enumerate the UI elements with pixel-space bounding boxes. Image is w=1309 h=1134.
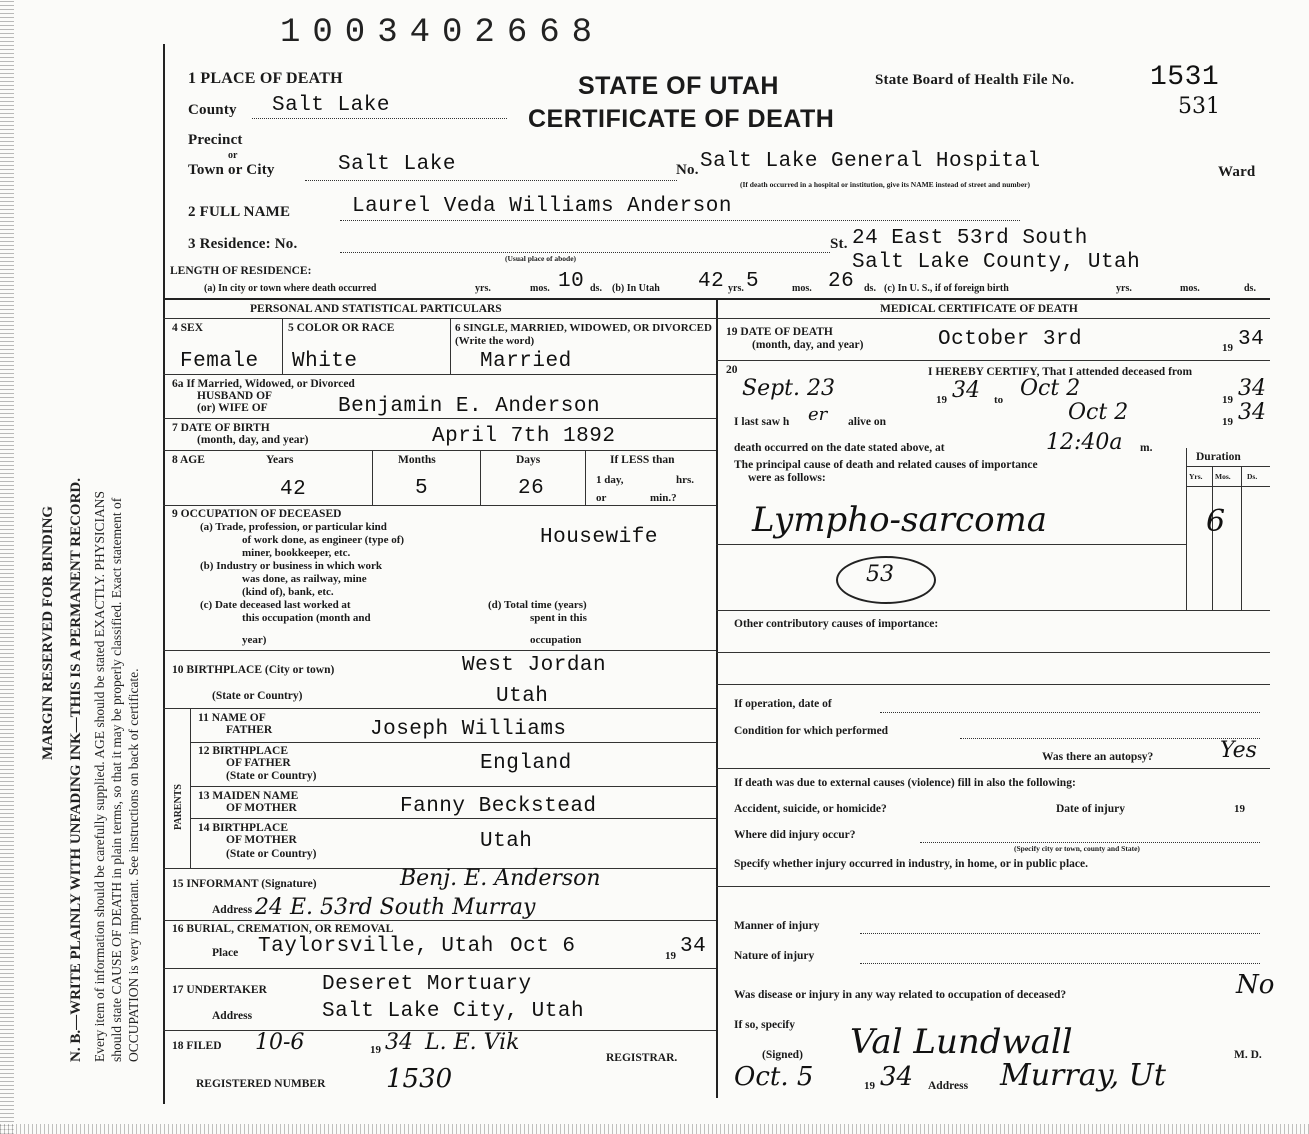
lastsaw-label-a: I last saw h <box>734 416 790 428</box>
cause-rule-1 <box>716 544 1186 545</box>
duration-sub-rule <box>1186 486 1270 487</box>
registrar-label: REGISTRAR. <box>606 1052 678 1064</box>
signature-year: 34 <box>880 1062 914 1092</box>
cause-code: 53 <box>866 562 894 587</box>
state-title: STATE OF UTAH <box>578 72 779 100</box>
file-number: 1531 <box>1150 62 1220 93</box>
occ-d3: occupation <box>530 634 582 646</box>
autopsy-rule <box>716 768 1270 769</box>
signature-address: Murray, Ut <box>1000 1058 1166 1093</box>
occ-related-label: Was disease or injury in any way related to occupation of deceased? <box>734 989 1067 1001</box>
dod-sub: (month, day, and year) <box>752 339 864 351</box>
months-divider <box>480 450 481 505</box>
margin-instruction-2: should state CAUSE OF DEATH in plain terms, so that it may be properly classified. Exact statement of <box>109 497 124 1062</box>
lastsaw-year: 34 <box>1238 400 1266 425</box>
town-line <box>305 180 677 181</box>
mbirth-label-b: OF MOTHER <box>226 834 297 846</box>
residence-city-months: 10 <box>558 270 585 293</box>
town-label: Town or City <box>188 162 275 178</box>
color-divider <box>450 318 451 374</box>
length-residence-label: LENGTH OF RESIDENCE: <box>170 265 312 277</box>
informant-signature: Benj. E. Anderson <box>400 866 601 891</box>
rule-7 <box>163 418 716 419</box>
registrar-signature: L. E. Vik <box>425 1030 520 1055</box>
county-line <box>252 118 507 119</box>
attend-from-yp: 19 <box>936 394 947 406</box>
occ-c2: this occupation (month and <box>242 612 371 624</box>
rule-12 <box>190 742 716 743</box>
attend-from: Sept. 23 <box>742 376 835 401</box>
attend-to-year: 34 <box>1238 376 1266 401</box>
other-rule-1 <box>716 652 1270 653</box>
residence-label: 3 Residence: No. <box>188 236 298 252</box>
mother-label-b: OF MOTHER <box>226 802 297 814</box>
burial-date: Oct 6 <box>510 935 576 958</box>
dod-year: 34 <box>1238 328 1265 351</box>
parents-label: PARENTS <box>173 784 184 830</box>
fbirth-label-b: OF FATHER <box>226 757 291 769</box>
undertaker-value: Deseret Mortuary <box>322 973 532 996</box>
mother-value: Fanny Beckstead <box>400 795 597 818</box>
operation-label: If operation, date of <box>734 698 832 710</box>
residence-foreign-mos: mos. <box>1180 283 1200 294</box>
street-label: St. <box>830 236 848 252</box>
filed-label: 18 FILED <box>172 1040 222 1052</box>
residence-foreign-label: (c) In U. S., if of foreign birth <box>884 283 1009 294</box>
manner-label: Manner of injury <box>734 920 820 932</box>
or-label: or <box>228 150 238 161</box>
occ-related-value: No <box>1236 970 1275 1000</box>
rule-17 <box>163 968 716 969</box>
occ-d1: (d) Total time (years) <box>488 599 587 611</box>
cause-label-b: were as follows: <box>748 472 826 484</box>
margin-ink-note: N. B.—WRITE PLAINLY WITH UNFADING INK—THIS IS A PERMANENT RECORD. <box>68 478 84 1062</box>
specify-city-note: (Specify city or town, county and State) <box>1014 844 1140 853</box>
birthplace-state: Utah <box>496 685 549 708</box>
sex-divider <box>282 318 283 374</box>
undertaker-label: 17 UNDERTAKER <box>172 984 267 996</box>
residence-foreign-yrs: yrs. <box>1116 283 1132 294</box>
physician-signature: Val Lundwall <box>850 1022 1073 1062</box>
birthplace-state-label: (State or Country) <box>212 690 303 702</box>
signature-address-label: Address <box>928 1080 969 1092</box>
residence-utah-yrs: yrs. <box>728 283 744 294</box>
residence-city-yrs: yrs. <box>475 283 491 294</box>
death-time: 12:40a <box>1046 430 1123 455</box>
residence-line <box>340 252 830 253</box>
rule-14 <box>190 818 716 819</box>
duration-left-rule <box>1186 448 1187 610</box>
residence-city-label: (a) In city or town where death occurred <box>204 283 377 294</box>
occ-c3: year) <box>242 634 267 646</box>
residence-city-mos: mos. <box>530 283 550 294</box>
informant-label: 15 INFORMANT (Signature) <box>172 878 317 890</box>
hospital-note: (If death occurred in a hospital or institution, give its NAME instead of street and number) <box>740 180 1031 189</box>
signature-yp: 19 <box>864 1080 875 1092</box>
condition-line <box>960 738 1260 739</box>
injury-date-yp: 19 <box>1234 803 1245 815</box>
autopsy-value: Yes <box>1220 738 1257 763</box>
sex-label: 4 SEX <box>172 322 203 334</box>
fbirth-label-a: 12 BIRTHPLACE <box>198 745 289 757</box>
external-label: If death was due to external causes (violence) fill in also the following: <box>734 777 1076 789</box>
residence-county: Salt Lake County, Utah <box>852 251 1141 274</box>
usual-abode-note: (Usual place of abode) <box>505 254 577 263</box>
duration-label: Duration <box>1196 451 1241 463</box>
residence-city-ds: ds. <box>590 283 602 294</box>
occ-a2: of work done, as engineer (type of) <box>242 534 405 546</box>
informant-address-label: Address <box>212 904 253 916</box>
personal-heading: PERSONAL AND STATISTICAL PARTICULARS <box>250 303 502 315</box>
other-causes-label: Other contributory causes of importance: <box>734 618 939 630</box>
county-label: County <box>188 102 237 118</box>
lastsaw-date: Oct 2 <box>1068 400 1129 425</box>
burial-year: 34 <box>680 935 707 958</box>
min-label: min.? <box>650 492 677 504</box>
burial-label: 16 BURIAL, CREMATION, OR REMOVAL <box>172 923 394 935</box>
lastsaw-label-b: alive on <box>848 416 887 428</box>
fbirth-label-c: (State or Country) <box>226 770 317 782</box>
days-label: Days <box>516 454 541 466</box>
dod-value: October 3rd <box>938 328 1083 351</box>
rule-8 <box>163 450 716 451</box>
occ-b2: was done, as railway, mine <box>242 573 367 585</box>
informant-address: 24 E. 53rd South Murray <box>255 895 536 920</box>
form-left-border <box>163 44 165 1104</box>
margin-binding-note: MARGIN RESERVED FOR BINDING <box>40 505 56 760</box>
duration-col-rule-2 <box>1241 466 1242 610</box>
less-label: If LESS than <box>610 454 675 466</box>
spouse-value: Benjamin E. Anderson <box>338 395 601 418</box>
regnum-value: 1530 <box>386 1064 453 1094</box>
day-label: 1 day, <box>596 474 624 486</box>
medical-heading: MEDICAL CERTIFICATE OF DEATH <box>880 303 1078 315</box>
industry-rule <box>716 886 1270 887</box>
residence-utah-days: 26 <box>828 270 855 293</box>
rule-13 <box>190 786 716 787</box>
marital-label: 6 SINGLE, MARRIED, WIDOWED, OR DIVORCED (Write the word) <box>455 322 712 347</box>
scan-edge-left <box>0 0 14 1134</box>
rule-6a <box>163 374 716 375</box>
color-label: 5 COLOR OR RACE <box>288 322 395 334</box>
street-value: 24 East 53rd South <box>852 227 1088 250</box>
residence-utah-label: (b) In Utah <box>612 283 660 294</box>
signed-label: (Signed) <box>762 1049 803 1061</box>
years-label: Years <box>266 454 294 466</box>
sex-value: Female <box>180 350 259 373</box>
dob-sub: (month, day, and year) <box>197 434 309 446</box>
cause-duration-months: 6 <box>1206 504 1226 539</box>
age-days: 26 <box>518 477 545 500</box>
or-min-label: or <box>596 492 607 504</box>
full-name-label: 2 FULL NAME <box>188 204 291 220</box>
occupation-value: Housewife <box>540 526 658 549</box>
birthplace-label: 10 BIRTHPLACE (City or town) <box>172 664 335 676</box>
months-label: Months <box>398 454 436 466</box>
industry-label: Specify whether injury occurred in industry, in home, or in public place. <box>734 858 1088 870</box>
occ-a1: (a) Trade, profession, or particular kind <box>200 521 387 533</box>
residence-utah-years: 42 <box>698 270 725 293</box>
burial-place-label: Place <box>212 947 239 959</box>
duration-mos: Mos. <box>1215 472 1231 481</box>
condition-label: Condition for which performed <box>734 725 889 737</box>
rule-center-divider <box>716 298 718 1098</box>
rule-parents <box>163 708 716 709</box>
signature-date: Oct. 5 <box>734 1062 814 1092</box>
md-label: M. D. <box>1234 1049 1262 1061</box>
rule-10 <box>163 650 716 651</box>
attend-to-yp: 19 <box>1222 394 1233 406</box>
cause-of-death: Lympho-sarcoma <box>752 500 1048 540</box>
occ-a3: miner, bookkeeper, etc. <box>242 547 351 559</box>
operation-line <box>880 712 1260 713</box>
residence-utah-mos: mos. <box>792 283 812 294</box>
town-value: Salt Lake <box>338 153 456 176</box>
undertaker-address-label: Address <box>212 1010 253 1022</box>
accident-label: Accident, suicide, or homicide? <box>734 803 887 815</box>
attend-from-year: 34 <box>952 378 980 403</box>
dob-label: 7 DATE OF BIRTH <box>172 422 270 434</box>
father-value: Joseph Williams <box>370 718 567 741</box>
birthplace-city: West Jordan <box>462 654 607 677</box>
residence-foreign-ds: ds. <box>1244 283 1256 294</box>
dod-label: 19 DATE OF DEATH <box>726 326 833 338</box>
injury-date-label: Date of injury <box>1056 803 1125 815</box>
age-months: 5 <box>415 477 429 500</box>
age-label: 8 AGE <box>172 454 205 466</box>
file-number-alt: 531 <box>1178 94 1220 119</box>
no-label: No. <box>676 162 699 178</box>
mother-birthplace: Utah <box>480 830 533 853</box>
ward-label: Ward <box>1218 164 1256 180</box>
residence-utah-ds: ds. <box>864 283 876 294</box>
lastsaw-her: er <box>808 404 828 425</box>
to-label: to <box>994 394 1004 406</box>
filed-year: 34 <box>385 1030 413 1055</box>
hospital-value: Salt Lake General Hospital <box>700 150 1041 173</box>
certify-text: I HEREBY CERTIFY, That I attended deceased from <box>928 366 1193 378</box>
occ-c1: (c) Date deceased last worked at <box>200 599 351 611</box>
occupation-label: 9 OCCUPATION OF DECEASED <box>172 508 342 520</box>
certificate-title: CERTIFICATE OF DEATH <box>528 105 835 133</box>
marital-value: Married <box>480 350 572 373</box>
spouse-label-b: HUSBAND OF <box>197 390 273 402</box>
serial-number: 1003402668 <box>280 14 605 52</box>
dod-year-prefix: 19 <box>1222 342 1233 354</box>
dob-value: April 7th 1892 <box>432 425 616 448</box>
nature-line <box>860 963 1260 964</box>
margin-instruction-1: Every item of information should be carefully supplied. AGE should be stated EXACTLY. PHYSICIANS <box>92 491 107 1062</box>
father-birthplace: England <box>480 752 572 775</box>
burial-place: Taylorsville, Utah <box>258 935 494 958</box>
duration-yrs: Yrs. <box>1189 472 1203 481</box>
father-label-a: 11 NAME OF <box>198 712 266 724</box>
medical-heading-rule <box>716 318 1270 319</box>
mbirth-label-c: (State or Country) <box>226 848 317 860</box>
attend-to: Oct 2 <box>1020 376 1081 401</box>
hrs-label: hrs. <box>676 474 695 486</box>
filed-year-prefix: 19 <box>370 1044 381 1056</box>
nature-label: Nature of injury <box>734 950 815 962</box>
file-number-label: State Board of Health File No. <box>875 72 1075 88</box>
color-value: White <box>292 350 358 373</box>
rule-20 <box>716 360 1270 361</box>
regnum-label: REGISTERED NUMBER <box>196 1078 326 1090</box>
cause-label-a: The principal cause of death and related causes of importance <box>734 459 1038 471</box>
lastsaw-yp: 19 <box>1222 416 1233 428</box>
mbirth-label-a: 14 BIRTHPLACE <box>198 822 289 834</box>
occ-b1: (b) Industry or business in which work <box>200 560 382 572</box>
spouse-label-a: 6a If Married, Widowed, or Divorced <box>172 378 355 390</box>
autopsy-label: Was there an autopsy? <box>1042 751 1154 763</box>
certify-number: 20 <box>726 364 738 376</box>
injury-where-line <box>920 842 1260 843</box>
spouse-label-c: (or) WIFE OF <box>197 402 268 414</box>
injury-where-label: Where did injury occur? <box>734 829 856 841</box>
duration-head-rule <box>1186 466 1270 467</box>
manner-line <box>860 933 1260 934</box>
rule-16 <box>163 920 716 921</box>
years-divider <box>372 450 373 505</box>
age-years: 42 <box>280 478 307 501</box>
ifso-label: If so, specify <box>734 1019 796 1031</box>
full-name-value: Laurel Veda Williams Anderson <box>352 195 732 218</box>
mother-label-a: 13 MAIDEN NAME <box>198 790 299 802</box>
occ-b3: (kind of), bank, etc. <box>242 586 334 598</box>
filed-date: 10-6 <box>255 1030 305 1055</box>
burial-year-prefix: 19 <box>665 950 676 962</box>
place-of-death-label: 1 PLACE OF DEATH <box>188 70 343 87</box>
precinct-label: Precinct <box>188 132 243 148</box>
residence-utah-months: 5 <box>746 270 760 293</box>
scan-edge-bottom <box>0 1124 1309 1134</box>
father-label-b: FATHER <box>226 724 273 736</box>
undertaker-address: Salt Lake City, Utah <box>322 1000 585 1023</box>
rule-9 <box>163 505 716 506</box>
cause-rule-2 <box>716 610 1270 611</box>
occ-d2: spent in this <box>530 612 587 624</box>
days-divider <box>585 450 586 505</box>
margin-instruction-3: OCCUPATION is very important. See instructions on back of certificate. <box>126 668 141 1062</box>
other-rule-2 <box>716 684 1270 685</box>
name-line <box>340 220 1020 221</box>
parents-divider <box>190 708 191 868</box>
county-value: Salt Lake <box>272 94 390 117</box>
death-time-label: death occurred on the date stated above, at <box>734 442 945 454</box>
death-time-m: m. <box>1140 442 1153 454</box>
duration-ds: Ds. <box>1247 472 1258 481</box>
personal-heading-rule <box>163 318 716 319</box>
